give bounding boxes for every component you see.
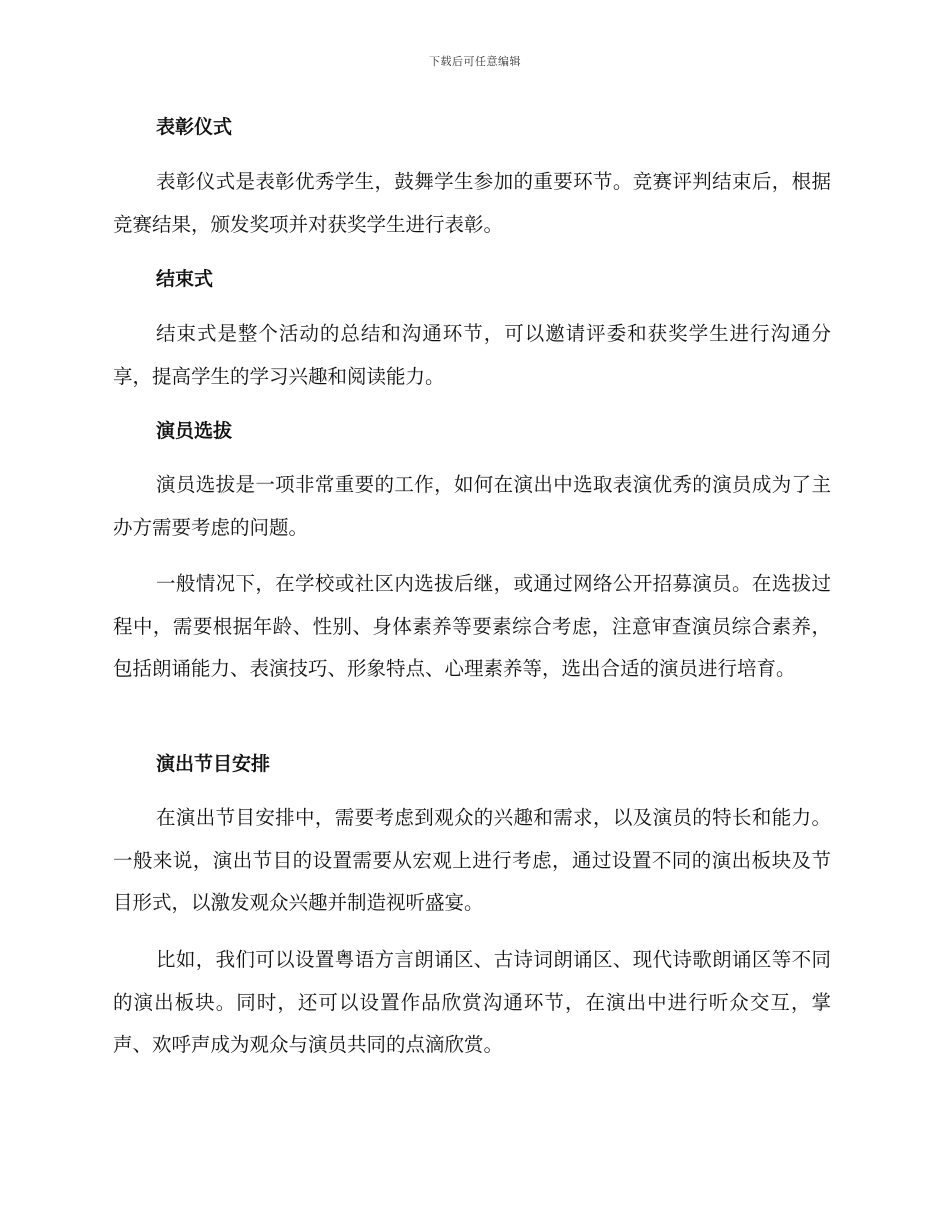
paragraph: 演员选拔是一项非常重要的工作，如何在演出中选取表演优秀的演员成为了主办方需要考虑的问题。 [113,473,831,539]
page-header: 下载后可任意编辑 [429,55,521,68]
paragraph: 结束式是整个活动的总结和沟通环节，可以邀请评委和获奖学生进行沟通分享，提高学生的学习兴趣和阅读能力。 [113,322,831,388]
paragraph: 表彰仪式是表彰优秀学生，鼓舞学生参加的重要环节。竞赛评判结束后，根据竞赛结果，颁发奖项并对获奖学生进行表彰。 [113,170,831,236]
paragraph: 在演出节目安排中，需要考虑到观众的兴趣和需求，以及演员的特长和能力。一般来说，演出节目的设置需要从宏观上进行考虑，通过设置不同的演出板块及节目形式，以激发观众兴趣并制造视听盛宴。 [113,806,831,914]
paragraph: 一般情况下，在学校或社区内选拔后继，或通过网络公开招募演员。在选拔过程中，需要根据年龄、性别、身体素养等要素综合考虑，注意审查演员综合素养，包括朗诵能力、表演技巧、形象特点、心理素养等，选出合适的演员进行培育。 [113,572,831,680]
section-heading: 演出节目安排 [156,753,271,775]
paragraph: 比如，我们可以设置粤语方言朗诵区、古诗词朗诵区、现代诗歌朗诵区等不同的演出板块。同时，还可以设置作品欣赏沟通环节，在演出中进行听众交互，掌声、欢呼声成为观众与演员共同的点滴欣赏。 [113,948,831,1056]
section-heading: 演员选拔 [156,420,233,442]
section-heading: 表彰仪式 [156,116,233,138]
section-heading: 结束式 [156,268,214,290]
